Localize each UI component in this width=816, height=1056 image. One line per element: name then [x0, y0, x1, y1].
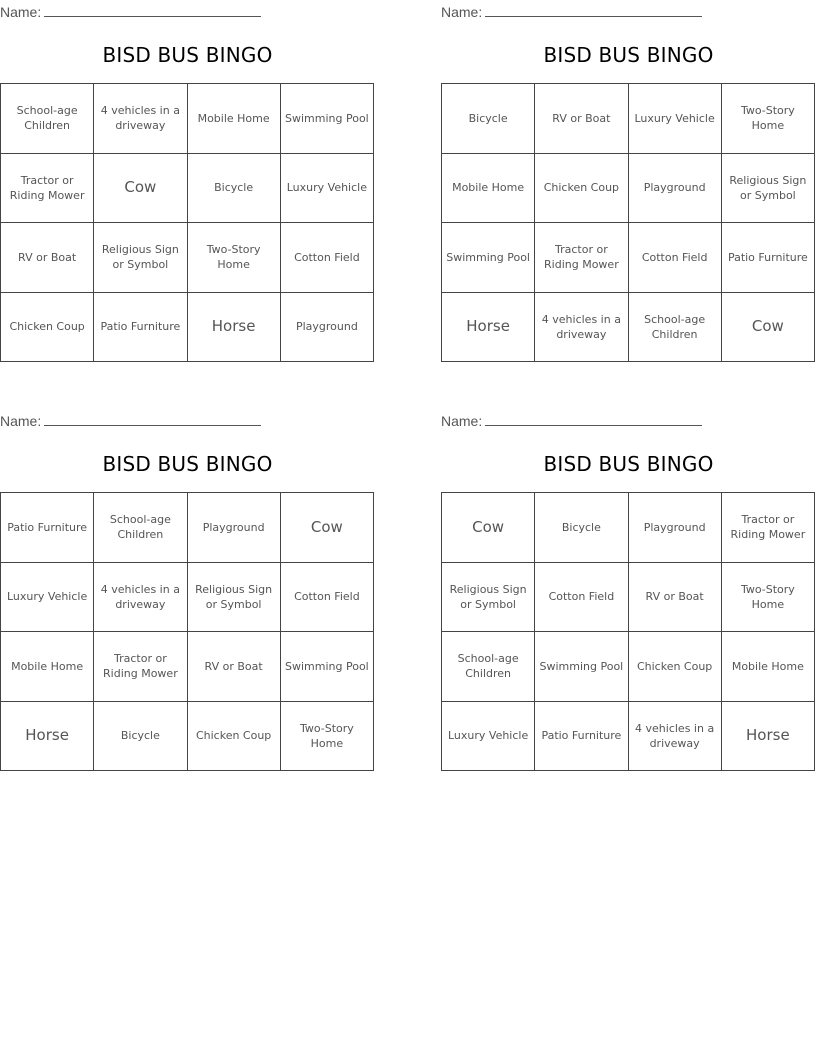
bingo-grid [0, 83, 374, 362]
bingo-row [1, 493, 374, 563]
bingo-cell: Playground [187, 493, 280, 563]
name-field [0, 411, 261, 430]
bingo-cell: Horse [1, 701, 94, 771]
name-underline [44, 411, 261, 426]
bingo-row [1, 84, 374, 154]
bingo-row [442, 153, 815, 223]
bingo-row [442, 292, 815, 362]
bingo-cell: Patio Furniture [94, 292, 187, 362]
bingo-cell: 4 vehicles in a driveway [94, 84, 187, 154]
bingo-row [1, 223, 374, 293]
bingo-cell: Two-Story Home [721, 84, 814, 154]
bingo-cell: Cow [442, 493, 535, 563]
card-title: BISD BUS BINGO [102, 43, 273, 67]
bingo-cell: Patio Furniture [721, 223, 814, 293]
bingo-cell: Playground [280, 292, 373, 362]
bingo-grid [441, 83, 815, 362]
name-label: Name: [0, 4, 42, 20]
bingo-cell: Cotton Field [535, 562, 628, 632]
bingo-row [1, 562, 374, 632]
bingo-row [1, 632, 374, 702]
bingo-row [442, 84, 815, 154]
bingo-cell: Tractor or Riding Mower [721, 493, 814, 563]
bingo-cell: Swimming Pool [280, 632, 373, 702]
bingo-row [442, 562, 815, 632]
bingo-cell: Religious Sign or Symbol [442, 562, 535, 632]
bingo-cell: Luxury Vehicle [628, 84, 721, 154]
bingo-cell: Mobile Home [1, 632, 94, 702]
name-field [0, 2, 261, 21]
bingo-cell: RV or Boat [187, 632, 280, 702]
bingo-cell: Horse [187, 292, 280, 362]
bingo-cell: Bicycle [535, 493, 628, 563]
bingo-cell: Two-Story Home [721, 562, 814, 632]
bingo-cell: Religious Sign or Symbol [94, 223, 187, 293]
bingo-cell: Cow [94, 153, 187, 223]
bingo-cell: Chicken Coup [1, 292, 94, 362]
name-field [441, 2, 702, 21]
name-label: Name: [441, 4, 483, 20]
bingo-cell: Tractor or Riding Mower [1, 153, 94, 223]
bingo-cell: Mobile Home [721, 632, 814, 702]
card-title: BISD BUS BINGO [102, 452, 273, 476]
bingo-cell: Horse [721, 701, 814, 771]
bingo-cell: Cow [280, 493, 373, 563]
bingo-cell: Patio Furniture [1, 493, 94, 563]
bingo-cell: School-age Children [94, 493, 187, 563]
bingo-cell: 4 vehicles in a driveway [628, 701, 721, 771]
bingo-cell: Tractor or Riding Mower [535, 223, 628, 293]
bingo-row [442, 493, 815, 563]
bingo-cell: Playground [628, 153, 721, 223]
bingo-row [442, 223, 815, 293]
bingo-row [1, 292, 374, 362]
bingo-cell: 4 vehicles in a driveway [94, 562, 187, 632]
card-title: BISD BUS BINGO [543, 43, 714, 67]
bingo-cell: Luxury Vehicle [280, 153, 373, 223]
bingo-row [442, 701, 815, 771]
bingo-cell: School-age Children [1, 84, 94, 154]
bingo-row [1, 153, 374, 223]
bingo-cell: Mobile Home [187, 84, 280, 154]
bingo-cell: Luxury Vehicle [442, 701, 535, 771]
bingo-cell: School-age Children [628, 292, 721, 362]
bingo-cell: Swimming Pool [535, 632, 628, 702]
bingo-cell: Bicycle [94, 701, 187, 771]
bingo-grid [0, 492, 374, 771]
name-underline [485, 411, 702, 426]
bingo-cell: Chicken Coup [187, 701, 280, 771]
bingo-cell: Horse [442, 292, 535, 362]
bingo-card [441, 0, 816, 365]
name-label: Name: [0, 413, 42, 429]
bingo-cell: Religious Sign or Symbol [187, 562, 280, 632]
bingo-cell: Patio Furniture [535, 701, 628, 771]
bingo-cell: Luxury Vehicle [1, 562, 94, 632]
bingo-cell: Playground [628, 493, 721, 563]
bingo-grid [441, 492, 815, 771]
name-underline [485, 2, 702, 17]
bingo-card [0, 409, 375, 774]
bingo-cell: Two-Story Home [187, 223, 280, 293]
bingo-cell: Two-Story Home [280, 701, 373, 771]
bingo-cell: Cotton Field [628, 223, 721, 293]
bingo-cell: Swimming Pool [442, 223, 535, 293]
bingo-cell: Cotton Field [280, 223, 373, 293]
name-field [441, 411, 702, 430]
bingo-cell: RV or Boat [628, 562, 721, 632]
card-title: BISD BUS BINGO [543, 452, 714, 476]
bingo-cell: Cow [721, 292, 814, 362]
bingo-cell: Mobile Home [442, 153, 535, 223]
bingo-cell: Chicken Coup [535, 153, 628, 223]
bingo-cell: School-age Children [442, 632, 535, 702]
bingo-card [441, 409, 816, 774]
bingo-cell: Tractor or Riding Mower [94, 632, 187, 702]
name-label: Name: [441, 413, 483, 429]
bingo-cell: Cotton Field [280, 562, 373, 632]
name-underline [44, 2, 261, 17]
bingo-cell: 4 vehicles in a driveway [535, 292, 628, 362]
bingo-cell: Religious Sign or Symbol [721, 153, 814, 223]
bingo-row [442, 632, 815, 702]
bingo-cell: Swimming Pool [280, 84, 373, 154]
bingo-cell: Bicycle [442, 84, 535, 154]
bingo-cell: Bicycle [187, 153, 280, 223]
bingo-cell: RV or Boat [1, 223, 94, 293]
bingo-cell: RV or Boat [535, 84, 628, 154]
bingo-cell: Chicken Coup [628, 632, 721, 702]
bingo-row [1, 701, 374, 771]
bingo-card [0, 0, 375, 365]
